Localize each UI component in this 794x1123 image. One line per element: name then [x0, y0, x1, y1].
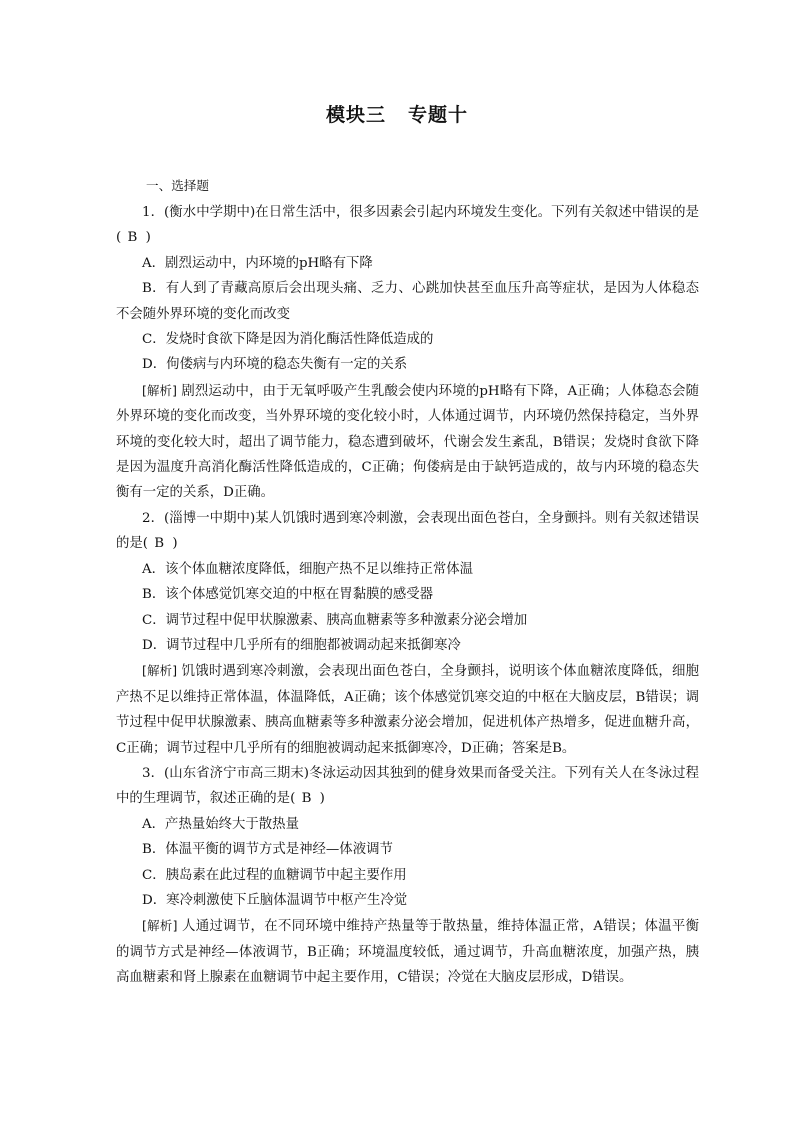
question-3	[116, 761, 699, 991]
option-c: C．胰岛素在此过程的血糖调节中起主要作用	[142, 867, 407, 883]
analysis-tag: [解析]	[142, 918, 178, 934]
section-heading: 一、选择题	[146, 178, 209, 193]
option-c: C．调节过程中促甲状腺激素、胰高血糖素等多种激素分泌会增加	[142, 612, 528, 628]
analysis	[116, 658, 699, 761]
analysis-text: 人通过调节，在不同环境中维持产热量等于散热量，维持体温正常，A错误；体温平衡的调节方式是神经—体液调节，B正确；环境温度较低，通过调节，升高血糖浓度，加强产热，胰高血糖素和肾上腺素在血糖调节中起主要作用，C错误；冷觉在大脑皮层形成，D错误。	[116, 919, 699, 986]
question-stem: 2．(淄博一中期中)某人饥饿时遇到寒冷刺激，会表现出面色苍白，全身颤抖。则有关叙述错误的是( B )	[116, 510, 699, 552]
answer-label: B	[121, 230, 146, 246]
title-part-1: 模块三	[325, 104, 386, 126]
option-d: D．寒冷刺激使下丘脑体温调节中枢产生冷觉	[142, 892, 408, 908]
analysis	[116, 378, 699, 506]
question-list	[116, 200, 699, 991]
answer-label: B	[295, 791, 320, 807]
option-b: B．有人到了青藏高原后会出现头痛、乏力、心跳加快甚至血压升高等症状，是因为人体稳态不会随外界环境的变化而改变	[116, 281, 699, 322]
option-b: B．体温平衡的调节方式是神经—体液调节	[142, 842, 393, 858]
analysis-tag: [解析]	[142, 382, 177, 398]
analysis-text: 饥饿时遇到寒冷刺激，会表现出面色苍白，全身颤抖，说明该个体血糖浓度降低，细胞产热不足以维持正常体温，体温降低，A正确；该个体感觉饥寒交迫的中枢在大脑皮层，B错误；调节过程中促甲状腺激素、胰高血糖素等多种激素分泌会增加，促进机体产热增多，促进血糖升高，C正确；调节过程中几乎所有的细胞被调动起来抵御寒冷，D正确；答案是B。	[116, 664, 699, 756]
option-d: D．佝偻病与内环境的稳态失衡有一定的关系	[142, 357, 408, 373]
option-a: A．产热量始终大于散热量	[142, 816, 299, 832]
question-stem: 3．(山东省济宁市高三期末)冬泳运动因其独到的健身效果而备受关注。下列有关人在冬泳过程中的生理调节，叙述正确的是( B )	[116, 765, 699, 807]
option-b: B．该个体感觉饥寒交迫的中枢在胃黏膜的感受器	[142, 587, 434, 603]
option-c: C．发烧时食欲下降是因为消化酶活性降低造成的	[142, 332, 434, 348]
analysis-tag: [解析]	[142, 663, 178, 679]
option-a: A．该个体血糖浓度降低，细胞产热不足以维持正常体温	[142, 561, 474, 577]
analysis-text: 剧烈运动中，由于无氧呼吸产生乳酸会使内环境的pH略有下降，A正确；人体稳态会随外界环境的变化而改变，当外界环境的变化较小时，人体通过调节，内环境仍然保持稳定，当外界环境的变化较大时，超出了调节能力，稳态遭到破坏，代谢会发生紊乱，B错误；发烧时食欲下降是因为温度升高消化酶活性降低造成的，C正确；佝偻病是由于缺钙造成的，故与内环境的稳态失衡有一定的关系，D正确。	[116, 383, 700, 501]
page-title	[0, 100, 794, 127]
analysis	[116, 913, 699, 990]
option-a: A．剧烈运动中，内环境的pH略有下降	[142, 255, 373, 271]
question-stem: 1．(衡水中学期中)在日常生活中，很多因素会引起内环境发生变化。下列有关叙述中错误的是( B )	[116, 205, 699, 246]
title-part-2: 专题十	[408, 104, 469, 126]
question-2	[116, 506, 699, 761]
option-d: D．调节过程中几乎所有的细胞都被调动起来抵御寒冷	[142, 637, 461, 653]
answer-label: B	[148, 536, 173, 552]
question-1	[116, 200, 699, 506]
